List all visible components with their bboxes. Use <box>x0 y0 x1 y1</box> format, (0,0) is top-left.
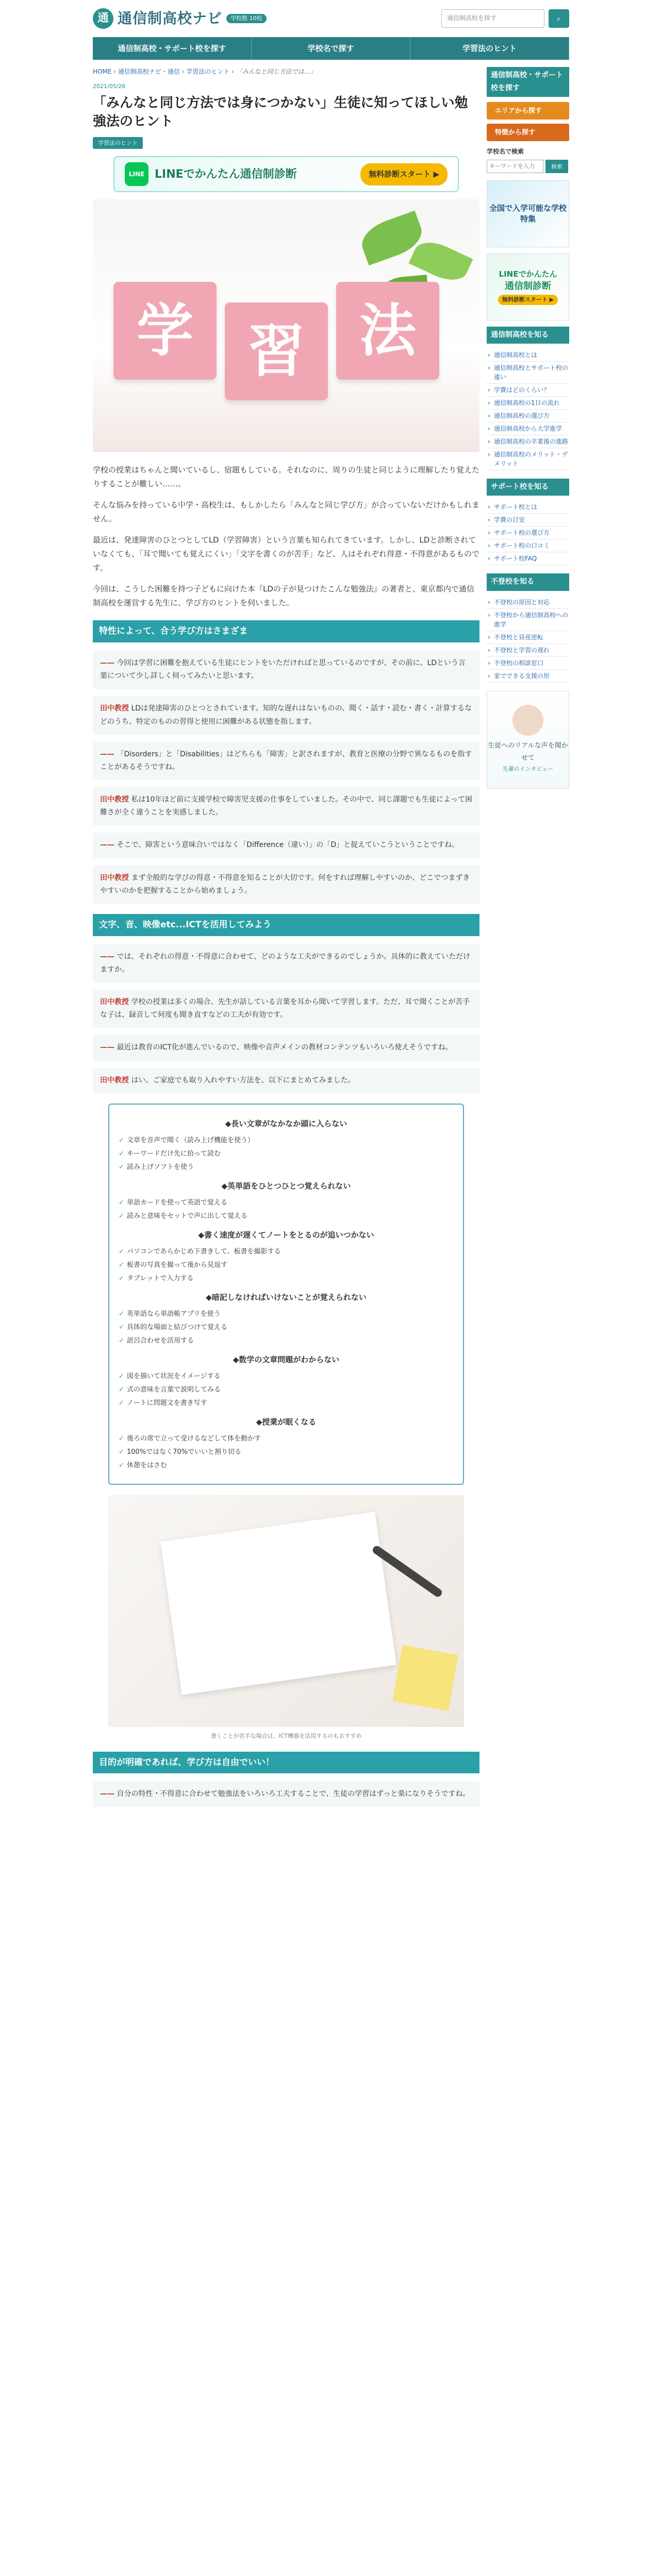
tip-item: ✓ 具体的な場面と結びつけて覚える <box>119 1321 454 1334</box>
tip-item: ✓ 板書の写真を撮って後から見返す <box>119 1259 454 1272</box>
tips-heading: ◆書く速度が遅くてノートをとるのが追いつかない <box>198 1230 374 1240</box>
global-nav <box>93 37 569 60</box>
sidebar-link[interactable] <box>487 514 569 527</box>
speaker-label: —— <box>100 658 114 667</box>
tip-item: ✓ 英単語なら単語帳アプリを使う <box>119 1308 454 1321</box>
section-heading: 文字、音、映像etc...ICTを活用してみよう <box>93 914 479 936</box>
dialog-text: では、それぞれの得意・不得意に合わせて、どのような工夫ができるのでしょうか。具体的に教えていただけますか。 <box>100 952 471 974</box>
hero-image <box>93 199 479 452</box>
header-search <box>441 9 569 28</box>
dialog-block <box>93 1068 479 1093</box>
site-logo[interactable] <box>93 6 267 31</box>
breadcrumb-level2[interactable]: 学習法のヒント <box>186 68 230 75</box>
sidebar-heading: 不登校を知る <box>487 573 569 590</box>
tip-item: ✓ タブレットで入力する <box>119 1272 454 1285</box>
sidebar-link[interactable] <box>487 410 569 422</box>
intro-paragraph: 今回は、こうした困難を持つ子どもに向けた本『LDの子が見つけたこんな勉強法』の著者と、東京都内で通信制高校を運営する先生に、学び方のヒントを伺いました。 <box>93 584 474 608</box>
sidebar-link-text[interactable]: 不登校と昼夜逆転 <box>494 633 544 641</box>
sidebar-link[interactable] <box>487 596 569 609</box>
site-header <box>0 0 662 37</box>
dialog-text: 最近は教育のICT化が進んでいるので、映像や音声メインの教材コンテンツもいろいろ使えそうですね。 <box>117 1043 453 1052</box>
sidebar-link-text[interactable]: 通信制高校から大学進学 <box>494 425 562 433</box>
sidebar-heading: 通信制高校を知る <box>487 327 569 344</box>
dialog-text: 自分の特性・不得意に合わせて勉強法をいろいろ工夫することで、生徒の学習はずっと楽になりそうですね。 <box>117 1790 470 1799</box>
dialog-block <box>93 990 479 1028</box>
dialog-block <box>93 833 479 858</box>
sidebar-link[interactable] <box>487 397 569 410</box>
tips-heading: ◆英単語をひとつひとつ覚えられない <box>221 1181 351 1191</box>
interview-ad-title: 生徒へのリアルな声を聞かせて <box>488 742 568 762</box>
speaker-label: —— <box>100 841 114 850</box>
tip-item: ✓ 語呂合わせを活用する <box>119 1334 454 1348</box>
sidebar-link-text[interactable]: サポート校とは <box>494 503 538 511</box>
dialog-text: 今回は学習に困難を抱えている生徒にヒントをいただければと思っているのですが、その前に、LDという言葉について少し詳しく伺ってみたいと思います。 <box>100 658 466 681</box>
intro-paragraph: そんな悩みを持っている中学・高校生は、もしかしたら「みんなと同じ学び方」が合っていないだけかもしれません。 <box>93 500 480 524</box>
sidebar-search-input[interactable] <box>487 160 543 173</box>
sidebar-link-text[interactable]: 通信制高校とサポート校の違い <box>494 364 569 381</box>
tip-item: ✓ ノートに問題文を書き写す <box>119 1397 454 1410</box>
sidebar-search <box>487 160 569 173</box>
dialog-text: 学校の授業は多くの場合、先生が話している言葉を耳から聞いて学習します。ただ、耳で聞くことが苦手な子は、録音して何度も聞き直すなどの工夫が有効です。 <box>100 998 470 1020</box>
intro-paragraph: 最近は、発達障害のひとつとしてLD（学習障害）という言葉も知られてきています。しかし、LDと診断されていなくても、「耳で聞いても覚えにくい」「文字を書くのが苦手」など、人はそれぞれ得意・不得意があるものです。 <box>93 535 480 573</box>
sidebar-heading: サポート校を知る <box>487 479 569 496</box>
sidebar-link[interactable] <box>487 448 569 470</box>
sidebar-link[interactable] <box>487 349 569 362</box>
sidebar-link[interactable] <box>487 552 569 565</box>
dialog-block <box>93 651 479 689</box>
tip-item: ✓ 単語カードを使って英語で覚える <box>119 1196 454 1210</box>
article-main <box>93 67 479 1814</box>
line-banner-text: LINEでかんたん通信制診断 <box>155 167 297 181</box>
sidebar-link-text[interactable]: 学費の目安 <box>494 516 525 524</box>
tip-item: ✓ 図を描いて状況をイメージする <box>119 1370 454 1383</box>
sidebar-link[interactable] <box>487 501 569 514</box>
sidebar-link[interactable] <box>487 435 569 448</box>
dialog-text: LDは発達障害のひとつとされています。知的な遅れはないものの、聞く・話す・読む・書く・計算するなどのうち、特定のものの習得と使用に困難がある状態を指します。 <box>100 704 472 726</box>
dialog-block <box>93 742 479 780</box>
tips-heading: ◆暗記しなければいけないことが覚えられない <box>206 1292 367 1302</box>
dialog-text: 「Disorders」と「Disabilities」はどちらも「障害」と訳されますが、教育と医療の分野で異なるものを指すことがあるそうですね。 <box>100 750 472 771</box>
tip-item: ✓ 読みと意味をセットで声に出して覚える <box>119 1210 454 1223</box>
tip-item: ✓ 文章を音声で聞く（読み上げ機能を使う） <box>119 1134 454 1147</box>
speaker-label: 田中教授 <box>100 873 129 882</box>
nav-item-study-tips[interactable]: 学習法のヒント <box>410 37 569 60</box>
nav-item-search-school[interactable]: 通信制高校・サポート校を探す <box>93 37 252 60</box>
avatar <box>512 705 543 736</box>
speaker-label: 田中教授 <box>100 998 129 1006</box>
speaker-label: 田中教授 <box>100 1076 129 1084</box>
category-badge[interactable]: 学習法のヒント <box>93 137 143 149</box>
sidebar-link[interactable] <box>487 527 569 539</box>
tips-heading: ◆数学の文章問題がわからない <box>233 1354 340 1364</box>
speaker-label: 田中教授 <box>100 704 129 713</box>
sidebar-link-text[interactable]: 不登校の原因と対応 <box>494 598 550 606</box>
speaker-label: —— <box>100 1790 114 1799</box>
search-icon[interactable]: ⌕ <box>549 9 569 28</box>
line-diagnosis-button[interactable]: 無料診断スタート ▶ <box>360 163 448 185</box>
sidebar-link[interactable] <box>487 631 569 644</box>
section-heading: 目的が明確であれば、学び方は自由でいい！ <box>93 1752 479 1774</box>
sidebar-link[interactable] <box>487 539 569 552</box>
line-diagnosis-banner[interactable] <box>113 156 459 192</box>
tip-item: ✓ 読み上げソフトを使う <box>119 1161 454 1174</box>
tip-item: ✓ 後ろの席で立って受けるなどして体を動かす <box>119 1432 454 1446</box>
speaker-label: —— <box>100 750 114 758</box>
header-search-input[interactable]: 通信制高校を探す <box>441 9 544 28</box>
tip-item: ✓ 式の意味を言葉で説明してみる <box>119 1383 454 1397</box>
sidebar-link[interactable] <box>487 362 569 384</box>
sidebar-link-text[interactable]: サポート校の口コミ <box>494 542 550 550</box>
line-diagnosis-ad[interactable] <box>487 253 569 320</box>
section-heading: 特性によって、合う学び方はさまざま <box>93 620 479 642</box>
article-date: 2021/05/26 <box>93 83 126 90</box>
breadcrumb-home[interactable]: HOME <box>93 68 112 75</box>
logo-badge: 学校数 10校 <box>226 14 267 23</box>
image-caption: 書くことが苦手な場合は、ICT機器を活用するのもおすすめ <box>210 1732 362 1739</box>
breadcrumb: HOME › 通信制高校ナビ・通信 › 学習法のヒント › 「みんなと同じ方法では…」 <box>93 68 317 75</box>
nav-item-school-name[interactable]: 学校名で探す <box>252 37 410 60</box>
sidebar-link-text[interactable]: 不登校と学習の遅れ <box>494 646 550 654</box>
sidebar-link[interactable] <box>487 609 569 631</box>
sidebar-link-text[interactable]: 不登校の相談窓口 <box>494 659 544 667</box>
search-by-area-button[interactable]: エリアから探す <box>487 102 569 120</box>
tip-item: ✓ キーワードだけ先に拾って読む <box>119 1147 454 1161</box>
sidebar-link-text[interactable]: 通信制高校の1日の流れ <box>494 399 560 407</box>
tips-heading: ◆長い文章がなかなか頭に入らない <box>225 1118 347 1128</box>
sidebar-link-text[interactable]: 不登校から通信制高校への進学 <box>494 611 569 628</box>
tips-box <box>108 1104 464 1485</box>
tips-heading: ◆授業が眠くなる <box>256 1417 317 1427</box>
sidebar-link[interactable] <box>487 384 569 397</box>
sidebar-link-text[interactable]: 通信制高校のメリット・デメリット <box>494 451 568 468</box>
speaker-label: —— <box>100 952 114 961</box>
tip-item: ✓ 休憩をはさむ <box>119 1459 454 1472</box>
sidebar <box>487 67 569 1814</box>
ad-line-text: 通信制診断 <box>505 281 551 292</box>
nationwide-feature-ad[interactable]: 全国で入学可能な学校特集 <box>487 180 569 247</box>
logo-text: 通信制高校ナビ <box>118 9 223 27</box>
sidebar-link-text[interactable]: 家でできる支援の形 <box>494 672 550 680</box>
sidebar-link-text[interactable]: サポート校の選び方 <box>494 529 550 537</box>
sidebar-link[interactable] <box>487 670 569 683</box>
search-by-feature-button[interactable]: 特徴から探す <box>487 124 569 141</box>
hero-block-2: 習 <box>225 302 328 400</box>
sticky-note-icon <box>392 1645 458 1710</box>
sidebar-link[interactable] <box>487 657 569 670</box>
tip-item: ✓ 100%ではなく70%でいいと割り切る <box>119 1446 454 1459</box>
sidebar-search-button[interactable]: 検索 <box>545 160 568 173</box>
dialog-text: はい。ご家庭でも取り入れやすい方法を、以下にまとめてみました。 <box>131 1076 355 1084</box>
line-logo-icon: LINE <box>125 162 148 186</box>
article-title: 「みんなと同じ方法では身につかない」生徒に知ってほしい勉強法のヒント <box>93 95 468 130</box>
sidebar-search-label: 学校名で検索 <box>487 148 524 156</box>
breadcrumb-current: 「みんなと同じ方法では…」 <box>236 68 317 75</box>
notebook-shape <box>160 1512 396 1695</box>
ad-line-button[interactable]: 無料診断スタート ▶ <box>498 295 558 304</box>
logo-mark-icon: 通 <box>93 8 113 29</box>
interview-ad[interactable] <box>487 691 569 789</box>
sidebar-link[interactable] <box>487 644 569 657</box>
notebook-photo <box>108 1495 464 1727</box>
dialog-text: 私は10年ほど前に支援学校で障害児支援の仕事をしていました。その中で、同じ課題でも生徒によって困難さが全く違うことを実感しました。 <box>100 795 472 817</box>
sidebar-link[interactable] <box>487 422 569 435</box>
interview-ad-sub: 先輩のインタビュー <box>502 766 554 773</box>
dialog-text: そこで、障害という意味合いではなく「Difference（違い）」の「D」と捉えていこうということですね。 <box>117 841 459 850</box>
sidebar-link-text[interactable]: 通信制高校の選び方 <box>494 412 550 420</box>
speaker-label: —— <box>100 1043 114 1052</box>
dialog-text: まず全般的な学びの得意・不得意を知ることが大切です。何をすれば理解しやすいのか、どこでつまずきやすいのかを把握することから始めましょう。 <box>100 873 470 895</box>
dialog-block <box>93 1782 479 1807</box>
sidebar-link-text[interactable]: 通信制高校の卒業後の進路 <box>494 438 569 446</box>
sidebar-heading: 通信制高校・サポート校を探す <box>487 67 569 97</box>
breadcrumb-level1[interactable]: 通信制高校ナビ・通信 <box>118 68 180 75</box>
speaker-label: 田中教授 <box>100 795 129 804</box>
dialog-block <box>93 944 479 982</box>
dialog-block <box>93 1035 479 1060</box>
dialog-block <box>93 696 479 734</box>
dialog-block <box>93 866 479 904</box>
sidebar-link-text[interactable]: サポート校FAQ <box>494 555 537 563</box>
intro-paragraph: 学校の授業はちゃんと聞いているし、宿題もしている。それなのに、周りの生徒と同じように理解したり覚えたりすることが難しい……。 <box>93 465 480 489</box>
hero-block-3: 法 <box>336 282 439 380</box>
tip-item: ✓ パソコンであらかじめ下書きして、板書を撮影する <box>119 1245 454 1259</box>
sidebar-link-text[interactable]: 学費はどのくらい？ <box>494 386 550 394</box>
hero-block-1: 学 <box>113 282 217 380</box>
sidebar-link-text[interactable]: 通信制高校とは <box>494 351 538 359</box>
ad-line-label: LINEでかんたん <box>499 269 557 279</box>
dialog-block <box>93 787 479 825</box>
